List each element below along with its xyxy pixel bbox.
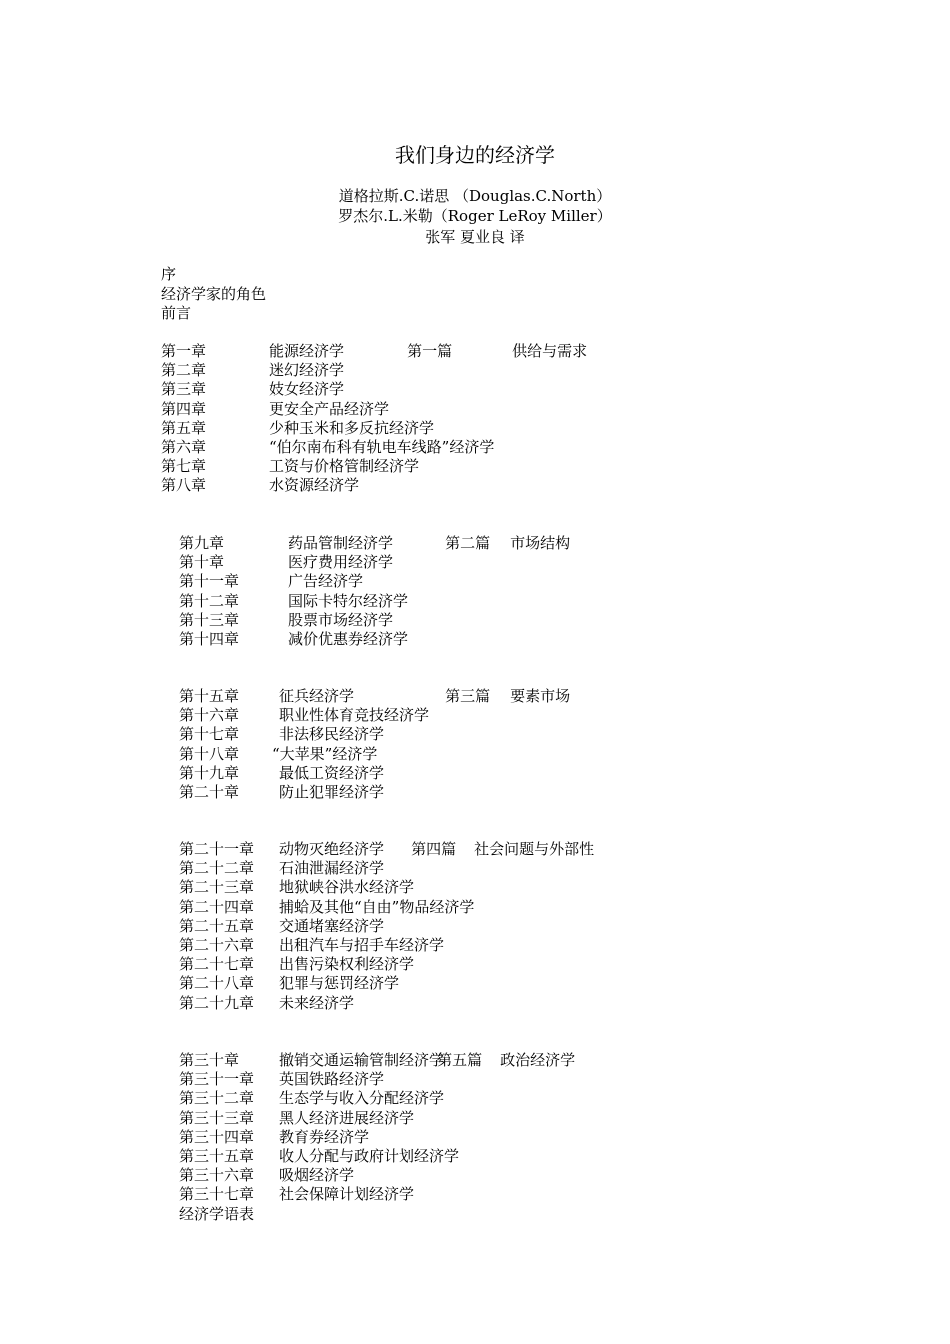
chapter-entry xyxy=(179,840,474,859)
chapter-entry xyxy=(179,994,474,1013)
chapter-title: 教育券经济学 xyxy=(279,1127,370,1146)
chapter-number: 第十四章 xyxy=(179,629,240,648)
chapter-entry xyxy=(179,878,474,897)
chapter-entry xyxy=(179,611,408,630)
author-line: 罗杰尔.L.米勒（Roger LeRoy Miller） xyxy=(338,207,612,225)
chapter-entry xyxy=(179,1089,459,1108)
chapter-number: 第五章 xyxy=(161,418,207,437)
front-matter-preface: 序 xyxy=(161,265,177,283)
chapter-entry xyxy=(161,457,494,476)
chapter-entry xyxy=(161,380,494,399)
chapter-title: 非法移民经济学 xyxy=(279,725,385,744)
book-title: 我们身边的经济学 xyxy=(395,143,555,167)
chapter-title: 吸烟经济学 xyxy=(279,1166,355,1185)
chapter-number: 第三十二章 xyxy=(179,1089,255,1108)
chapter-number: 第三十五章 xyxy=(179,1146,255,1165)
chapter-title: 水资源经济学 xyxy=(269,476,360,495)
chapter-number: 第十三章 xyxy=(179,610,240,629)
part-title: 要素市场 xyxy=(510,687,571,705)
chapter-title: 征兵经济学 xyxy=(279,687,355,705)
chapter-number: 第二十四章 xyxy=(179,897,255,916)
chapter-list xyxy=(179,840,474,1013)
chapter-number: 第二十二章 xyxy=(179,859,255,878)
chapter-entry xyxy=(179,1128,459,1147)
chapter-list xyxy=(179,687,429,802)
chapter-number: 第二章 xyxy=(161,361,207,380)
part-title: 市场结构 xyxy=(510,534,571,552)
chapter-title: 国际卡特尔经济学 xyxy=(288,591,409,610)
chapter-title: “大苹果”经济学 xyxy=(272,744,378,763)
chapter-title: 英国铁路经济学 xyxy=(279,1070,385,1089)
chapter-title: 职业性体育竞技经济学 xyxy=(279,706,430,725)
chapter-number: 第二十一章 xyxy=(179,840,255,858)
chapter-title: 交通堵塞经济学 xyxy=(279,916,385,935)
chapter-title: 股票市场经济学 xyxy=(288,610,394,629)
chapter-number: 第二十六章 xyxy=(179,935,255,954)
chapter-number: 第三十四章 xyxy=(179,1127,255,1146)
chapter-number: 第九章 xyxy=(179,534,225,552)
chapter-entry xyxy=(179,1051,459,1070)
chapter-title: 出售污染权利经济学 xyxy=(279,955,415,974)
part-heading xyxy=(426,668,570,725)
chapter-title: 生态学与收入分配经济学 xyxy=(279,1089,445,1108)
chapter-title: 少种玉米和多反抗经济学 xyxy=(269,418,435,437)
part-title: 政治经济学 xyxy=(500,1051,576,1069)
chapter-number: 第二十三章 xyxy=(179,878,255,897)
chapter-number: 第三十一章 xyxy=(179,1070,255,1089)
chapter-title: 最低工资经济学 xyxy=(279,763,385,782)
chapter-number: 第十一章 xyxy=(179,572,240,591)
chapter-entry xyxy=(179,974,474,993)
chapter-entry xyxy=(179,764,429,783)
front-matter-foreword: 前言 xyxy=(161,304,192,322)
chapter-entry xyxy=(161,342,494,361)
chapter-number: 第十九章 xyxy=(179,763,240,782)
chapter-title: “伯尔南布科有轨电车线路”经济学 xyxy=(269,437,495,456)
chapter-number: 第三十七章 xyxy=(179,1185,255,1204)
chapter-title: 迷幻经济学 xyxy=(269,361,345,380)
chapter-entry xyxy=(179,725,429,744)
chapter-entry xyxy=(179,745,429,764)
part-label: 第一篇 xyxy=(407,342,453,360)
chapter-entry xyxy=(161,476,494,495)
chapter-title: 更安全产品经济学 xyxy=(269,399,390,418)
part-heading xyxy=(426,515,570,572)
chapter-number: 第十七章 xyxy=(179,725,240,744)
chapter-number: 第十八章 xyxy=(179,744,240,763)
appendix-glossary: 经济学语表 xyxy=(179,1205,255,1223)
chapter-title: 药品管制经济学 xyxy=(288,534,394,552)
chapter-number: 第二十五章 xyxy=(179,916,255,935)
chapter-number: 第八章 xyxy=(161,476,207,495)
chapter-title: 石油泄漏经济学 xyxy=(279,859,385,878)
chapter-list xyxy=(179,534,408,649)
chapter-entry xyxy=(179,706,429,725)
chapter-title: 犯罪与惩罚经济学 xyxy=(279,974,400,993)
chapter-entry xyxy=(179,687,429,706)
chapter-title: 收人分配与政府计划经济学 xyxy=(279,1146,460,1165)
chapter-entry xyxy=(179,783,429,802)
chapter-entry xyxy=(179,936,474,955)
chapter-title: 医疗费用经济学 xyxy=(288,553,394,572)
chapter-number: 第三十章 xyxy=(179,1051,240,1069)
chapter-title: 妓女经济学 xyxy=(269,380,345,399)
chapter-title: 地狱峡谷洪水经济学 xyxy=(279,878,415,897)
chapter-number: 第一章 xyxy=(161,342,207,360)
author-line: 道格拉斯.C.诺思 （Douglas.C.North） xyxy=(338,187,612,205)
chapter-entry xyxy=(179,1070,459,1089)
chapter-title: 能源经济学 xyxy=(269,342,345,360)
chapter-number: 第二十七章 xyxy=(179,955,255,974)
chapter-number: 第十二章 xyxy=(179,591,240,610)
chapter-entry xyxy=(179,917,474,936)
chapter-entry xyxy=(161,438,494,457)
chapter-title: 黑人经济进展经济学 xyxy=(279,1108,415,1127)
chapter-entry xyxy=(179,553,408,572)
chapter-entry xyxy=(179,1185,459,1204)
chapter-number: 第四章 xyxy=(161,399,207,418)
chapter-entry xyxy=(161,361,494,380)
chapter-entry xyxy=(179,859,474,878)
chapter-title: 撤销交通运输管制经济学 xyxy=(279,1051,445,1069)
chapter-entry xyxy=(179,1109,459,1128)
chapter-list xyxy=(179,1051,459,1205)
chapter-title: 社会保障计划经济学 xyxy=(279,1185,415,1204)
chapter-title: 捕蛤及其他“自由”物品经济学 xyxy=(279,897,475,916)
chapter-entry xyxy=(179,534,408,553)
chapter-title: 动物灭绝经济学 xyxy=(279,840,385,858)
chapter-number: 第三章 xyxy=(161,380,207,399)
translator-line: 张军 夏业良 译 xyxy=(425,228,525,246)
part-title: 供给与需求 xyxy=(512,342,588,360)
chapter-number: 第十六章 xyxy=(179,706,240,725)
chapter-number: 第十五章 xyxy=(179,687,240,705)
chapter-number: 第三十六章 xyxy=(179,1166,255,1185)
chapter-title: 未来经济学 xyxy=(279,993,355,1012)
chapter-entry xyxy=(161,400,494,419)
part-title: 社会问题与外部性 xyxy=(474,840,595,858)
chapter-entry xyxy=(179,1147,459,1166)
chapter-number: 第七章 xyxy=(161,457,207,476)
chapter-number: 第十章 xyxy=(179,553,225,572)
chapter-title: 出租汽车与招手车经济学 xyxy=(279,935,445,954)
chapter-title: 广告经济学 xyxy=(288,572,364,591)
chapter-number: 第三十三章 xyxy=(179,1108,255,1127)
chapter-entry xyxy=(161,419,494,438)
chapter-number: 第二十章 xyxy=(179,782,240,801)
part-label: 第五篇 xyxy=(437,1051,483,1069)
part-label: 第三篇 xyxy=(445,687,491,705)
front-matter-economist-role: 经济学家的角色 xyxy=(161,285,267,303)
chapter-title: 防止犯罪经济学 xyxy=(279,782,385,801)
chapter-entry xyxy=(179,572,408,591)
chapter-entry xyxy=(179,1166,459,1185)
part-label: 第二篇 xyxy=(445,534,491,552)
chapter-title: 减价优惠券经济学 xyxy=(288,629,409,648)
chapter-list xyxy=(161,342,494,496)
chapter-title: 工资与价格管制经济学 xyxy=(269,457,420,476)
chapter-entry xyxy=(179,630,408,649)
part-label: 第四篇 xyxy=(411,840,457,858)
chapter-entry xyxy=(179,898,474,917)
chapter-number: 第二十九章 xyxy=(179,993,255,1012)
chapter-entry xyxy=(179,955,474,974)
chapter-number: 第二十八章 xyxy=(179,974,255,993)
chapter-number: 第六章 xyxy=(161,437,207,456)
chapter-entry xyxy=(179,592,408,611)
